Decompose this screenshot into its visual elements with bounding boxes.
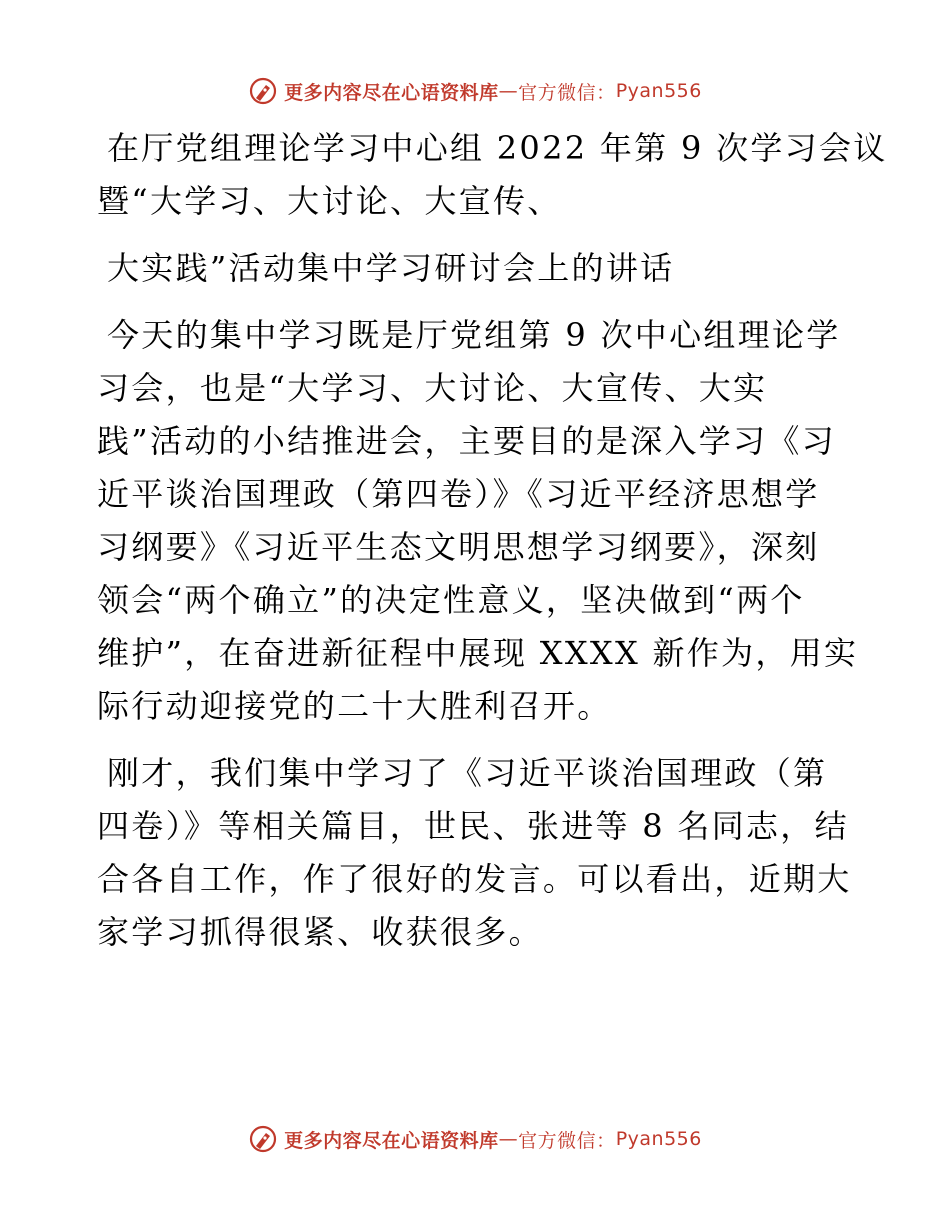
header-watermark — [0, 71, 950, 111]
watermark-brand-text: 更多内容尽在心语资料库 — [284, 1129, 499, 1152]
paragraph-line: 领会“两个确立”的决定性意义，坚决做到“两个 — [97, 581, 805, 619]
watermark-separator: — — [498, 80, 519, 102]
watermark-contact-id: Pyan556 — [615, 80, 702, 102]
paragraph-1 — [97, 309, 857, 733]
title-line-3: 大实践”活动集中学习研讨会上的讲话 — [107, 249, 675, 287]
paragraph-line: 近平谈治国理政（第四卷）》《习近平经济思想学 — [97, 475, 820, 513]
document-body — [97, 122, 888, 959]
watermark-contact-id: Pyan556 — [615, 1128, 702, 1150]
watermark-contact-text: 官方微信： — [518, 1129, 616, 1152]
watermark-separator: — — [498, 1128, 519, 1150]
paragraph-line: 习会，也是“大学习、大讨论、大宣传、大实 — [97, 369, 768, 407]
paragraph-line: 家学习抓得很紧、收获很多。 — [97, 913, 543, 951]
document-title — [97, 122, 888, 295]
paragraph-line: 四卷）》等相关篇目，世民、张进等 8 名同志，结 — [97, 807, 849, 845]
paragraph-line: 今天的集中学习既是厅党组第 9 次中心组理论学 — [107, 316, 841, 354]
footer-watermark — [0, 1119, 950, 1159]
paragraph-line: 合各自工作，作了很好的发言。可以看出，近期大 — [97, 860, 852, 898]
paragraph-line: 际行动迎接党的二十大胜利召开。 — [97, 687, 612, 725]
watermark-contact-text: 官方微信： — [518, 81, 616, 104]
paragraph-2 — [97, 747, 857, 959]
pen-nib-logo-icon — [248, 76, 278, 106]
title-line-2: 暨“大学习、大讨论、大宣传、 — [97, 182, 562, 220]
paragraph-line: 习纲要》《习近平生态文明思想学习纲要》，深刻 — [97, 528, 820, 566]
watermark-brand-text: 更多内容尽在心语资料库 — [284, 81, 499, 104]
title-line-1: 在厅党组理论学习中心组 2022 年第 9 次学习会议 — [107, 129, 888, 167]
paragraph-line: 践”活动的小结推进会，主要目的是深入学习《习 — [97, 422, 836, 460]
paragraph-line: 维护”，在奋进新征程中展现 XXXX 新作为，用实 — [97, 634, 859, 672]
pen-nib-logo-icon — [248, 1124, 278, 1154]
paragraph-line: 刚才，我们集中学习了《习近平谈治国理政（第 — [107, 754, 828, 792]
